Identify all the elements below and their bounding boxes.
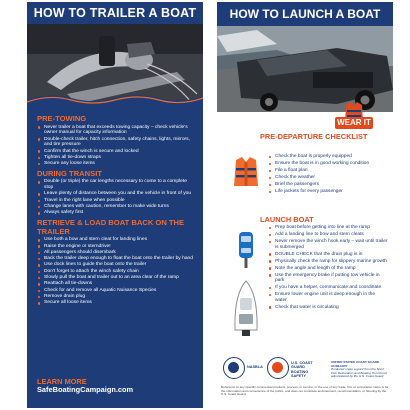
uscg-label: [291, 361, 321, 378]
list-item: Check for and remove all Aquatic Nuisance Species: [37, 288, 193, 294]
list-item: Double (or triple) the car lengths necessary to come to a complete stop: [37, 179, 193, 190]
pretowing-heading: PRE-TOWING: [37, 114, 87, 123]
uscg-logo: [267, 357, 289, 379]
list-item: Back the trailer deep enough to float the boat onto the trailer by hand: [37, 256, 193, 262]
list-item: Raise the engine or sterndrive!: [37, 244, 193, 250]
list-item: Always safety first: [37, 210, 193, 216]
transit-list: [37, 179, 193, 216]
list-item: Ensure the boat is in good working condition: [268, 161, 388, 167]
trailer-title: HOW TO TRAILER A BOAT: [33, 6, 197, 20]
list-item: Don't forget to attach the winch safety chain: [37, 269, 193, 275]
launch-panel: [217, 2, 393, 408]
truck-boat-photo: [217, 26, 393, 112]
truck-illustration: [217, 26, 393, 112]
list-item: Prep boat before getting into line at the ramp: [268, 225, 388, 231]
wave-divider: [27, 90, 203, 108]
disclaimer-text: Reference to any specific commercial products, process, or service, or the use of any trade, firm or corporation name is for the information and convenience of the public, and does not constitute endorsement, recommendation, or favoring by the U.S. Coast Guard.: [221, 385, 389, 397]
boat-topview-icon: [231, 280, 261, 338]
retrieve-list: [37, 237, 193, 306]
checklist-heading: PRE-DEPARTURE CHECKLIST: [260, 132, 368, 141]
list-item: Check the boat is properly equipped: [268, 154, 388, 160]
list-item: DOUBLE CHECK that the drain plug is in: [268, 252, 388, 258]
trailer-hitch-photo: [27, 24, 203, 108]
grant-note: [331, 361, 389, 379]
list-item: Check the weather: [268, 175, 388, 181]
uscg-line2: BOATING SAFETY: [291, 369, 309, 378]
learn-more-block: [37, 378, 133, 394]
list-item: All passengers should disembark: [37, 250, 193, 256]
list-item: Slowly pull the boat and trailer out to an area clear of the ramp: [37, 275, 193, 281]
campaign-url-link[interactable]: SafeBoatingCampaign.com: [37, 385, 134, 394]
list-item: Never remove the winch hook early – wait until trailer is submerged: [268, 239, 388, 250]
list-item: Leave plenty of distance between you and the vehicle in front of you: [37, 191, 193, 197]
list-item: Never trailer a boat that exceeds towing capacity – check vehicle's owner manual for capacity information: [37, 125, 193, 136]
list-item: Secure any loose items: [37, 161, 193, 167]
life-jacket-icon: [231, 156, 261, 188]
aux-line2: COAST GUARD AUXILIARY: [331, 360, 380, 368]
list-item: Ensure lower engine unit is deep enough in the water: [268, 292, 388, 303]
list-item: Travel in the right lane when possible: [37, 198, 193, 204]
pretowing-list: [37, 125, 193, 167]
list-item: Tighten all tie-down straps: [37, 155, 193, 161]
list-item: Add a landing line to bow and stern cleats: [268, 232, 388, 238]
list-item: Double-check trailer, hitch connection, safety chains, lights, mirrors, and tire pressure: [37, 137, 193, 148]
list-item: Use dock lines to guide the boat onto the trailer: [37, 262, 193, 268]
checklist-list: [268, 154, 388, 196]
launch-list: [268, 225, 388, 312]
aux-line1: UNITED STATES: [331, 360, 356, 364]
wear-it-badge: [335, 101, 373, 131]
car-topview-icon: [231, 230, 261, 270]
nasbla-label: NASBLA: [247, 365, 263, 369]
sponsor-logos: [223, 357, 387, 383]
trailer-panel: [27, 2, 203, 408]
list-item: Confirm that the winch is secure and locked: [37, 149, 193, 155]
list-item: Use both a bow and stern cleat for landing lines: [37, 237, 193, 243]
transit-heading: DURING TRANSIT: [37, 168, 102, 178]
list-item: Secure all loose items: [37, 300, 193, 306]
list-item: Change lanes with caution, remember to make wide turns: [37, 204, 193, 210]
launch-heading: LAUNCH BOAT: [260, 215, 314, 224]
list-item: Use the emergency brake if putting tow vehicle in park: [268, 273, 388, 284]
list-item: Check that water is circulating: [268, 305, 388, 311]
list-item: File a float plan: [268, 168, 388, 174]
list-item: Physically check the ramp for slippery marine growth: [268, 259, 388, 265]
list-item: Note the angle and length of the ramp: [268, 266, 388, 272]
list-item: If you have a helper, communicate and coordinate: [268, 285, 388, 291]
wear-it-label: WEAR IT: [335, 117, 373, 129]
launch-title: HOW TO LAUNCH A BOAT: [217, 2, 393, 26]
list-item: Reattach all tie-downs: [37, 281, 193, 287]
nasbla-logo: [223, 357, 245, 379]
list-item: Remove drain plug: [37, 294, 193, 300]
list-item: Brief the passengers: [268, 182, 388, 188]
list-item: Life jackets for every passenger: [268, 189, 388, 195]
retrieve-heading: RETRIEVE & LOAD BOAT BACK ON THE TRAILER: [37, 218, 185, 236]
uscg-line1: U.S. COAST GUARD: [291, 361, 313, 370]
produced-note: Produced under a grant from the Sport Fish Restoration and Boating Trust Fund, administered by the U.S. Coast Guard.: [331, 367, 388, 379]
learn-more-label: LEARN MORE: [37, 377, 87, 386]
